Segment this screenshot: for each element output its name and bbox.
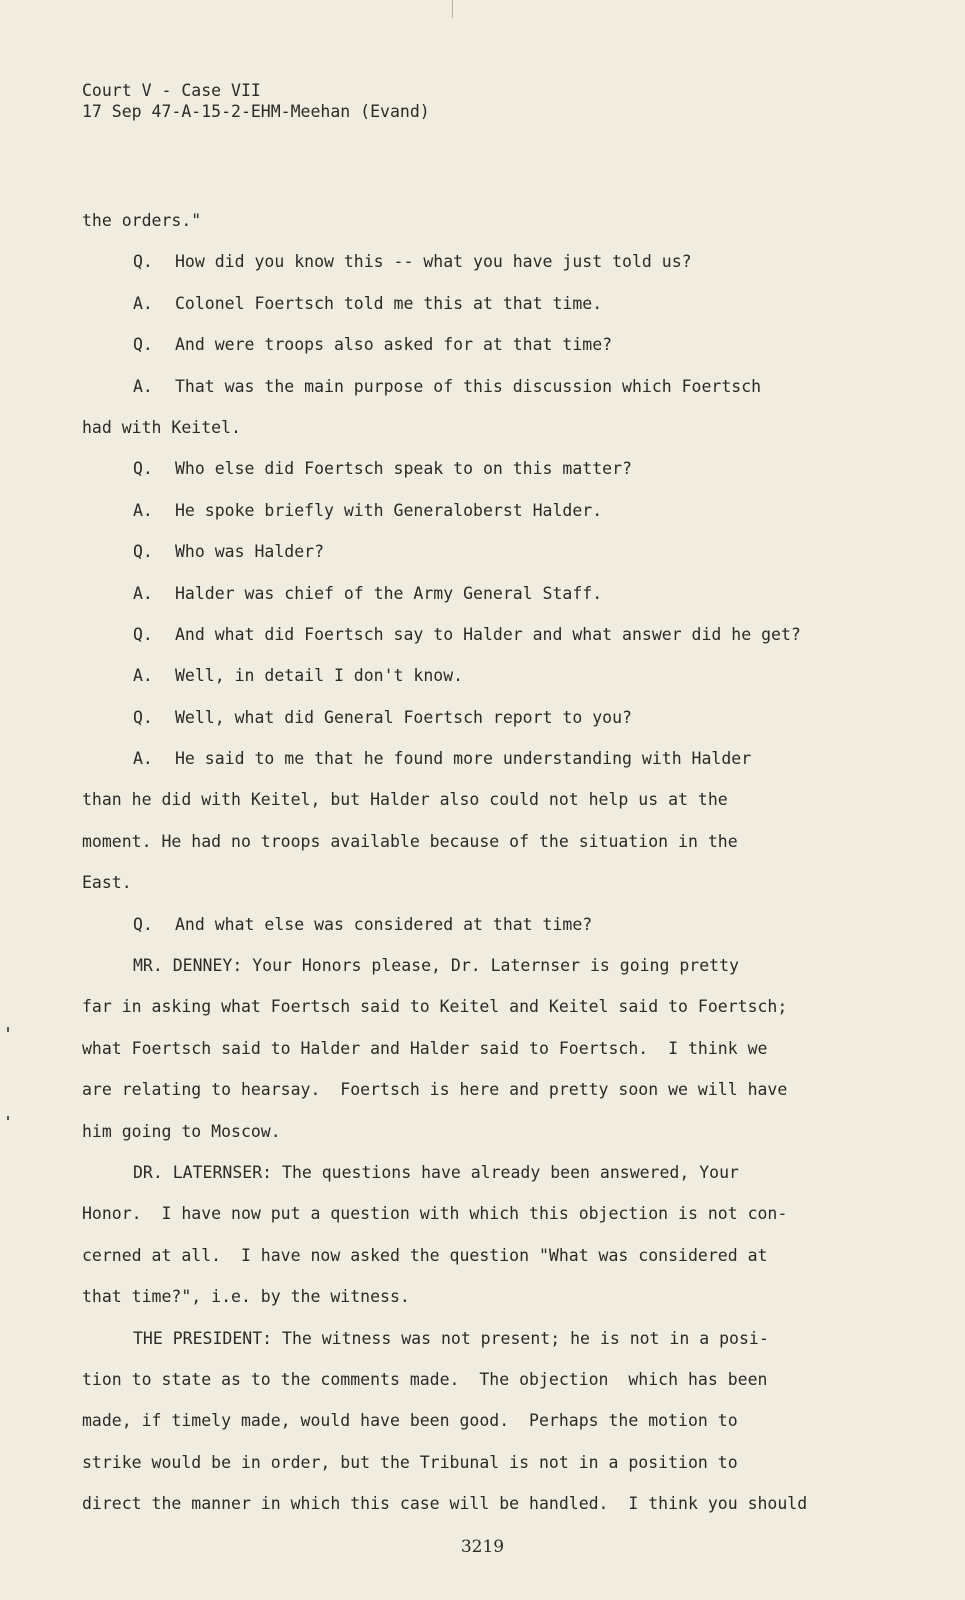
transcript-line	[82, 862, 872, 903]
transcript-text: strike would be in order, but the Tribunal is not in a position to	[82, 1452, 738, 1472]
document-header	[82, 80, 430, 122]
transcript-text: the orders."	[82, 211, 202, 230]
header-session-reference: 17 Sep 47-A-15-2-EHM-Meehan (Evand)	[82, 102, 430, 121]
transcript-line	[82, 407, 872, 448]
transcript-line	[82, 821, 872, 862]
speaker-line	[82, 1318, 872, 1359]
answer-line	[82, 283, 872, 324]
transcript-text: And what else was considered at that time?	[175, 914, 593, 934]
transcript-body	[82, 200, 872, 1525]
question-marker: Q.	[133, 335, 153, 355]
transcript-line	[82, 1442, 872, 1483]
transcript-line	[82, 1483, 872, 1524]
answer-marker: A.	[133, 666, 153, 686]
transcript-text: far in asking what Foertsch said to Keitel and Keitel said to Foertsch;	[82, 997, 788, 1017]
question-line	[82, 531, 872, 572]
question-marker: Q.	[133, 707, 153, 727]
transcript-text: MR. DENNEY: Your Honors please, Dr. Laternser is going pretty	[133, 956, 739, 976]
question-line	[82, 904, 872, 945]
answer-marker: A.	[133, 293, 153, 313]
transcript-text: moment. He had no troops available because of the situation in the	[82, 831, 738, 851]
transcript-text: that time?", i.e. by the witness.	[82, 1287, 410, 1307]
question-line	[82, 614, 872, 655]
page-number: 3219	[460, 1537, 505, 1557]
transcript-text: had with Keitel.	[82, 417, 241, 437]
transcript-line	[82, 1193, 872, 1234]
question-line	[82, 697, 872, 738]
transcript-text: Halder was chief of the Army General Staff.	[175, 583, 603, 603]
answer-line	[82, 738, 872, 779]
transcript-text: Honor. I have now put a question with which this objection is not con-	[82, 1204, 788, 1224]
answer-line	[82, 573, 872, 614]
transcript-line	[82, 200, 872, 241]
margin-mark	[7, 1116, 9, 1120]
transcript-text: are relating to hearsay. Foertsch is here and pretty soon we will have	[82, 1080, 788, 1100]
transcript-line	[82, 1028, 872, 1069]
question-marker: Q.	[133, 914, 153, 934]
question-marker: Q.	[133, 542, 153, 562]
transcript-text: That was the main purpose of this discussion which Foertsch	[175, 376, 762, 396]
transcript-line	[82, 1111, 872, 1152]
question-marker: Q.	[133, 252, 153, 272]
transcript-text: tion to state as to the comments made. The objection which has been	[82, 1369, 768, 1389]
transcript-text: And were troops also asked for at that time?	[175, 335, 613, 355]
transcript-text: THE PRESIDENT: The witness was not present; he is not in a posi-	[133, 1328, 769, 1348]
answer-line	[82, 655, 872, 696]
question-line	[82, 241, 872, 282]
transcript-text: cerned at all. I have now asked the question "What was considered at	[82, 1245, 768, 1265]
transcript-line	[82, 1069, 872, 1110]
transcript-line	[82, 1400, 872, 1441]
question-marker: Q.	[133, 624, 153, 644]
answer-line	[82, 490, 872, 531]
transcript-text: Who else did Foertsch speak to on this matter?	[175, 459, 632, 479]
header-court-case: Court V - Case VII	[82, 81, 261, 100]
answer-marker: A.	[133, 500, 153, 520]
speaker-line	[82, 945, 872, 986]
question-line	[82, 324, 872, 365]
answer-marker: A.	[133, 583, 153, 603]
transcript-line	[82, 779, 872, 820]
transcript-text: Who was Halder?	[175, 542, 325, 562]
margin-mark	[7, 1027, 9, 1032]
transcript-text: How did you know this -- what you have just told us?	[175, 252, 692, 272]
transcript-text: East.	[82, 873, 132, 893]
transcript-text: Colonel Foertsch told me this at that time.	[175, 293, 603, 313]
transcript-text: Well, in detail I don't know.	[175, 666, 464, 686]
transcript-text: made, if timely made, would have been good. Perhaps the motion to	[82, 1411, 738, 1431]
transcript-line	[82, 1235, 872, 1276]
transcript-text: what Foertsch said to Halder and Halder said to Foertsch. I think we	[82, 1038, 768, 1058]
transcript-text: He spoke briefly with Generaloberst Halder.	[175, 500, 603, 520]
transcript-text: Well, what did General Foertsch report to you?	[175, 707, 632, 727]
transcript-text: than he did with Keitel, but Halder also could not help us at the	[82, 790, 728, 810]
question-marker: Q.	[133, 459, 153, 479]
transcript-line	[82, 1276, 872, 1317]
question-line	[82, 448, 872, 489]
transcript-text: DR. LATERNSER: The questions have already been answered, Your	[133, 1162, 739, 1182]
transcript-line	[82, 986, 872, 1027]
transcript-line	[82, 1359, 872, 1400]
answer-marker: A.	[133, 749, 153, 769]
speaker-line	[82, 1152, 872, 1193]
answer-line	[82, 366, 872, 407]
answer-marker: A.	[133, 376, 153, 396]
transcript-text: He said to me that he found more understanding with Halder	[175, 749, 752, 769]
paper-crease	[452, 0, 453, 18]
transcript-text: And what did Foertsch say to Halder and what answer did he get?	[175, 624, 801, 644]
transcript-text: direct the manner in which this case will be handled. I think you should	[82, 1494, 808, 1514]
transcript-text: him going to Moscow.	[82, 1121, 281, 1141]
